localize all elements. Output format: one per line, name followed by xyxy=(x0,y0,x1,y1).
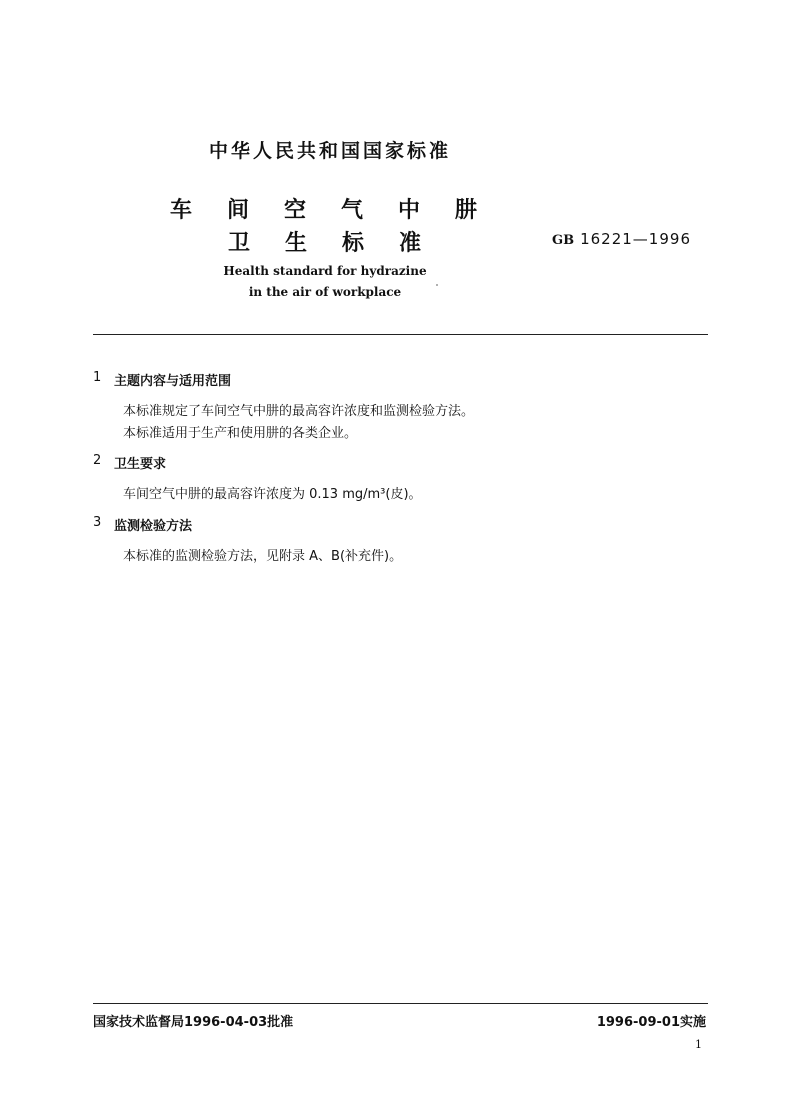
title-char: 卫 xyxy=(228,231,251,256)
section-paragraph: 本标准的监测检验方法，见附录 A、B(补充件)。 xyxy=(123,549,403,564)
standard-code xyxy=(552,230,691,248)
english-title-line-2: in the air of workplace xyxy=(248,285,402,299)
title-char: 空 xyxy=(284,198,307,223)
standard-prefix: GB xyxy=(552,233,575,248)
approval-date: 国家技术监督局1996-04-03批准 xyxy=(93,1015,294,1030)
title-char: 间 xyxy=(227,198,250,223)
chinese-title-line-1 xyxy=(170,193,512,224)
title-char: 标 xyxy=(342,231,365,256)
section-number: 2 xyxy=(93,453,102,468)
effective-date: 1996-09-01实施 xyxy=(596,1015,706,1030)
standard-number: 16221—1996 xyxy=(580,230,691,248)
english-title-line-1: Health standard for hydrazine xyxy=(223,264,427,278)
section-paragraph: 车间空气中肼的最高容许浓度为 0.13 mg/m³(皮)。 xyxy=(123,487,422,502)
scan-speck xyxy=(436,284,438,286)
header-divider xyxy=(93,334,708,335)
title-char: 中 xyxy=(398,198,421,223)
section-title: 主题内容与适用范围 xyxy=(114,374,232,389)
section-paragraph: 本标准规定了车间空气中肼的最高容许浓度和监测检验方法。 xyxy=(123,404,475,419)
title-char: 车 xyxy=(170,198,193,223)
section-title: 卫生要求 xyxy=(114,457,167,472)
section-paragraph: 本标准适用于生产和使用肼的各类企业。 xyxy=(123,426,358,441)
title-char: 准 xyxy=(399,231,422,256)
footer-divider xyxy=(93,1003,708,1004)
title-char: 肼 xyxy=(455,198,478,223)
national-standard-heading: 中华人民共和国国家标准 xyxy=(208,140,451,162)
title-char: 生 xyxy=(285,231,308,256)
chinese-title-line-2 xyxy=(228,226,456,257)
title-char: 气 xyxy=(341,198,364,223)
section-number: 3 xyxy=(93,515,102,530)
section-number: 1 xyxy=(93,370,102,385)
page-number: 1 xyxy=(695,1038,702,1051)
section-title: 监测检验方法 xyxy=(114,519,193,534)
